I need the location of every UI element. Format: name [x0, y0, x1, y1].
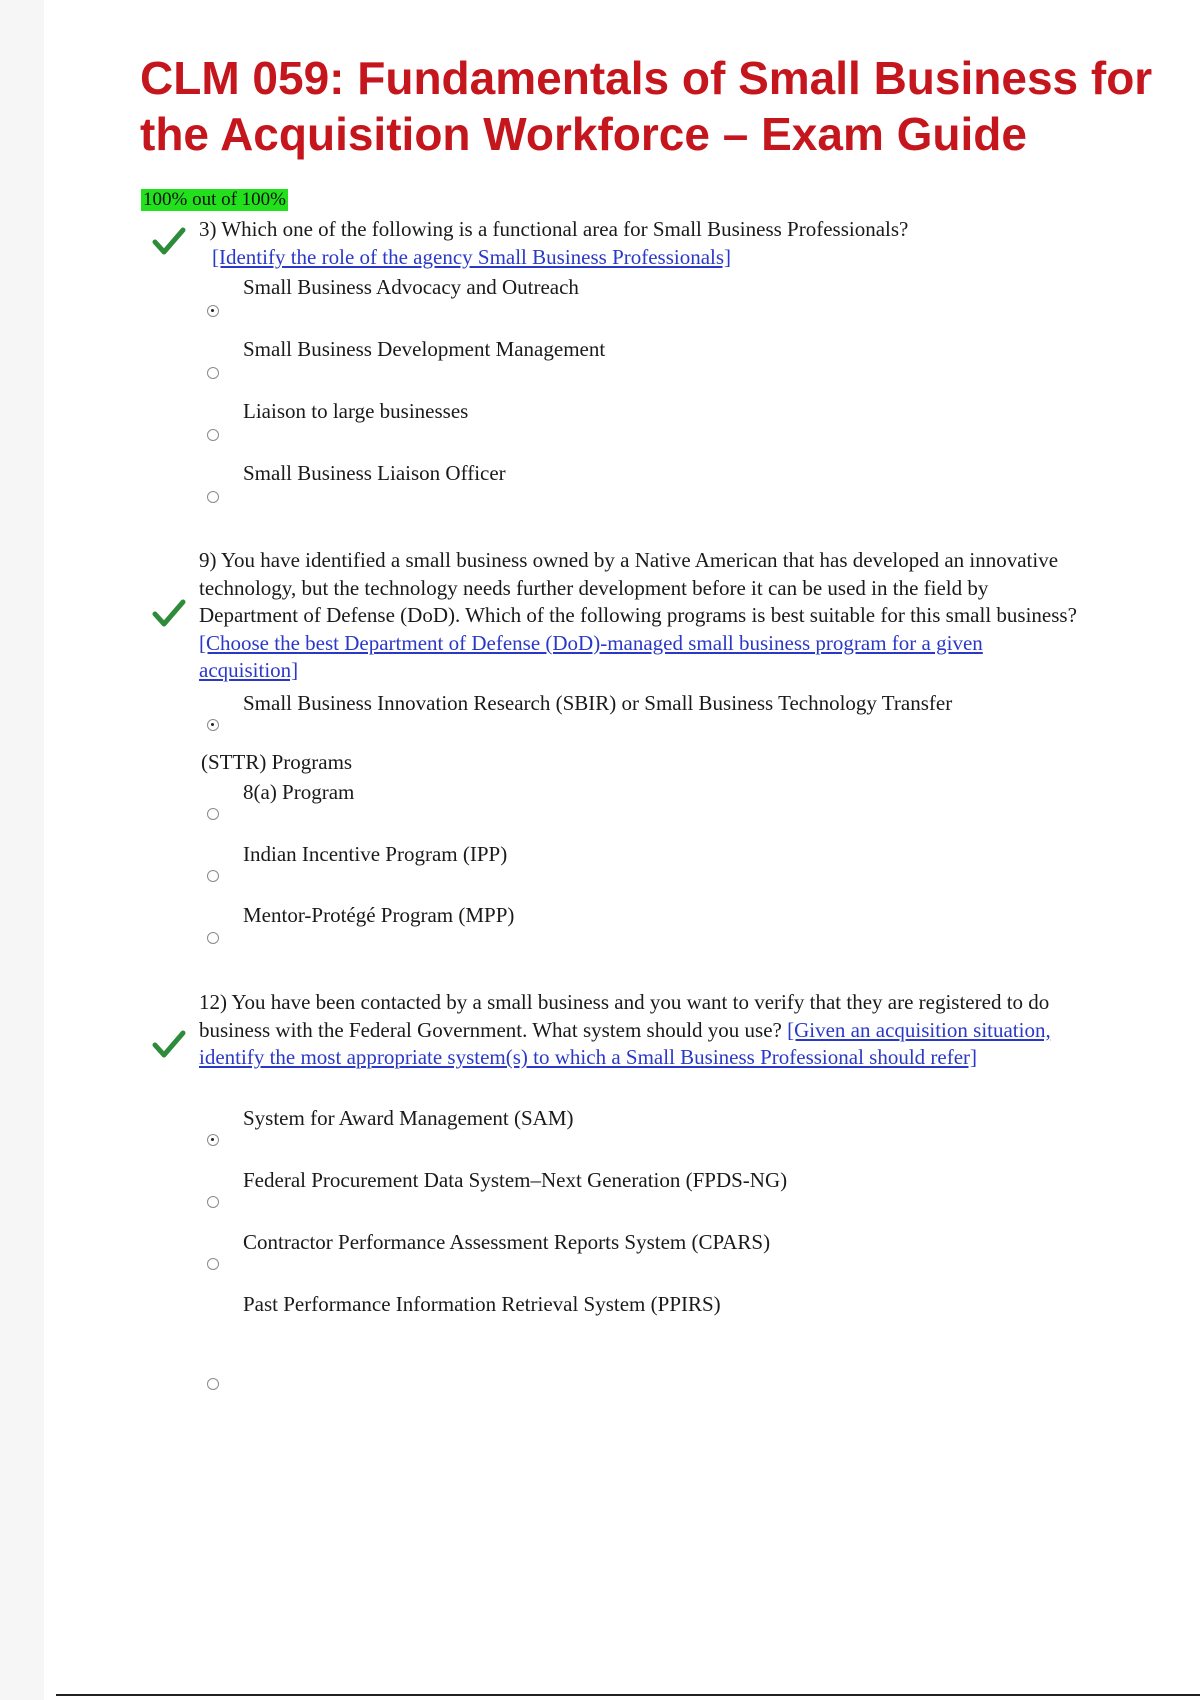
- radio-button[interactable]: [207, 870, 219, 882]
- option-label: Small Business Innovation Research (SBIR) or Small Business Technology Transfer: [243, 691, 953, 715]
- page-margin: [0, 0, 44, 1700]
- question-3: [199, 216, 1079, 271]
- radio-button[interactable]: [207, 719, 219, 731]
- option-label: Small Business Advocacy and Outreach: [243, 275, 579, 299]
- option-label: Small Business Liaison Officer: [243, 461, 506, 485]
- radio-button[interactable]: [207, 1378, 219, 1390]
- radio-button[interactable]: [207, 1134, 219, 1146]
- question-text: 9) You have identified a small business owned by a Native American that has developed an innovative technology, but the technology needs further development before it can be used in the field by Department of Defense (DoD). Which of the following programs is best suitable for this small business?: [199, 548, 1077, 627]
- option-label: System for Award Management (SAM): [243, 1106, 574, 1130]
- score-badge: 100% out of 100%: [143, 189, 287, 210]
- option-label: Indian Incentive Program (IPP): [243, 842, 508, 866]
- question-text: 3) Which one of the following is a functional area for Small Business Professionals?: [199, 217, 909, 241]
- correct-check-icon: [152, 226, 186, 256]
- objective-link[interactable]: [Given an acquisition situation, identify the most appropriate system(s) to which a Small Business Professional should refer]: [199, 1017, 1051, 1069]
- correct-check-icon: [152, 1029, 186, 1059]
- objective-link[interactable]: [Choose the best Department of Defense (DoD)-managed small business program for a given acquisition]: [199, 630, 983, 682]
- objective-link[interactable]: [Identify the role of the agency Small Business Professionals]: [212, 244, 732, 269]
- radio-button[interactable]: [207, 305, 219, 317]
- radio-button[interactable]: [207, 1196, 219, 1208]
- radio-button[interactable]: [207, 932, 219, 944]
- radio-button[interactable]: [207, 1258, 219, 1270]
- question-text: 12) You have been contacted by a small business and you want to verify that they are registered to do business with the Federal Government. What system should you use?: [199, 990, 1050, 1042]
- option-label: Small Business Development Management: [243, 337, 606, 361]
- question-9: [199, 547, 1079, 685]
- option-label: 8(a) Program: [243, 780, 355, 804]
- question-12: [199, 989, 1079, 1072]
- correct-check-icon: [152, 598, 186, 628]
- radio-button[interactable]: [207, 491, 219, 503]
- option-label: Mentor-Protégé Program (MPP): [243, 903, 515, 927]
- option-label-continued: (STTR) Programs: [201, 750, 353, 774]
- radio-button[interactable]: [207, 429, 219, 441]
- option-label: Federal Procurement Data System–Next Generation (FPDS-NG): [243, 1168, 788, 1192]
- radio-button[interactable]: [207, 808, 219, 820]
- option-label: Contractor Performance Assessment Reports System (CPARS): [243, 1230, 771, 1254]
- document-title: CLM 059: Fundamentals of Small Business for the Acquisition Workforce – Exam Guide: [140, 52, 1153, 160]
- option-label: Liaison to large businesses: [243, 399, 469, 423]
- option-label: Past Performance Information Retrieval System (PPIRS): [243, 1292, 721, 1316]
- footer-rule: [56, 1694, 1200, 1696]
- radio-button[interactable]: [207, 367, 219, 379]
